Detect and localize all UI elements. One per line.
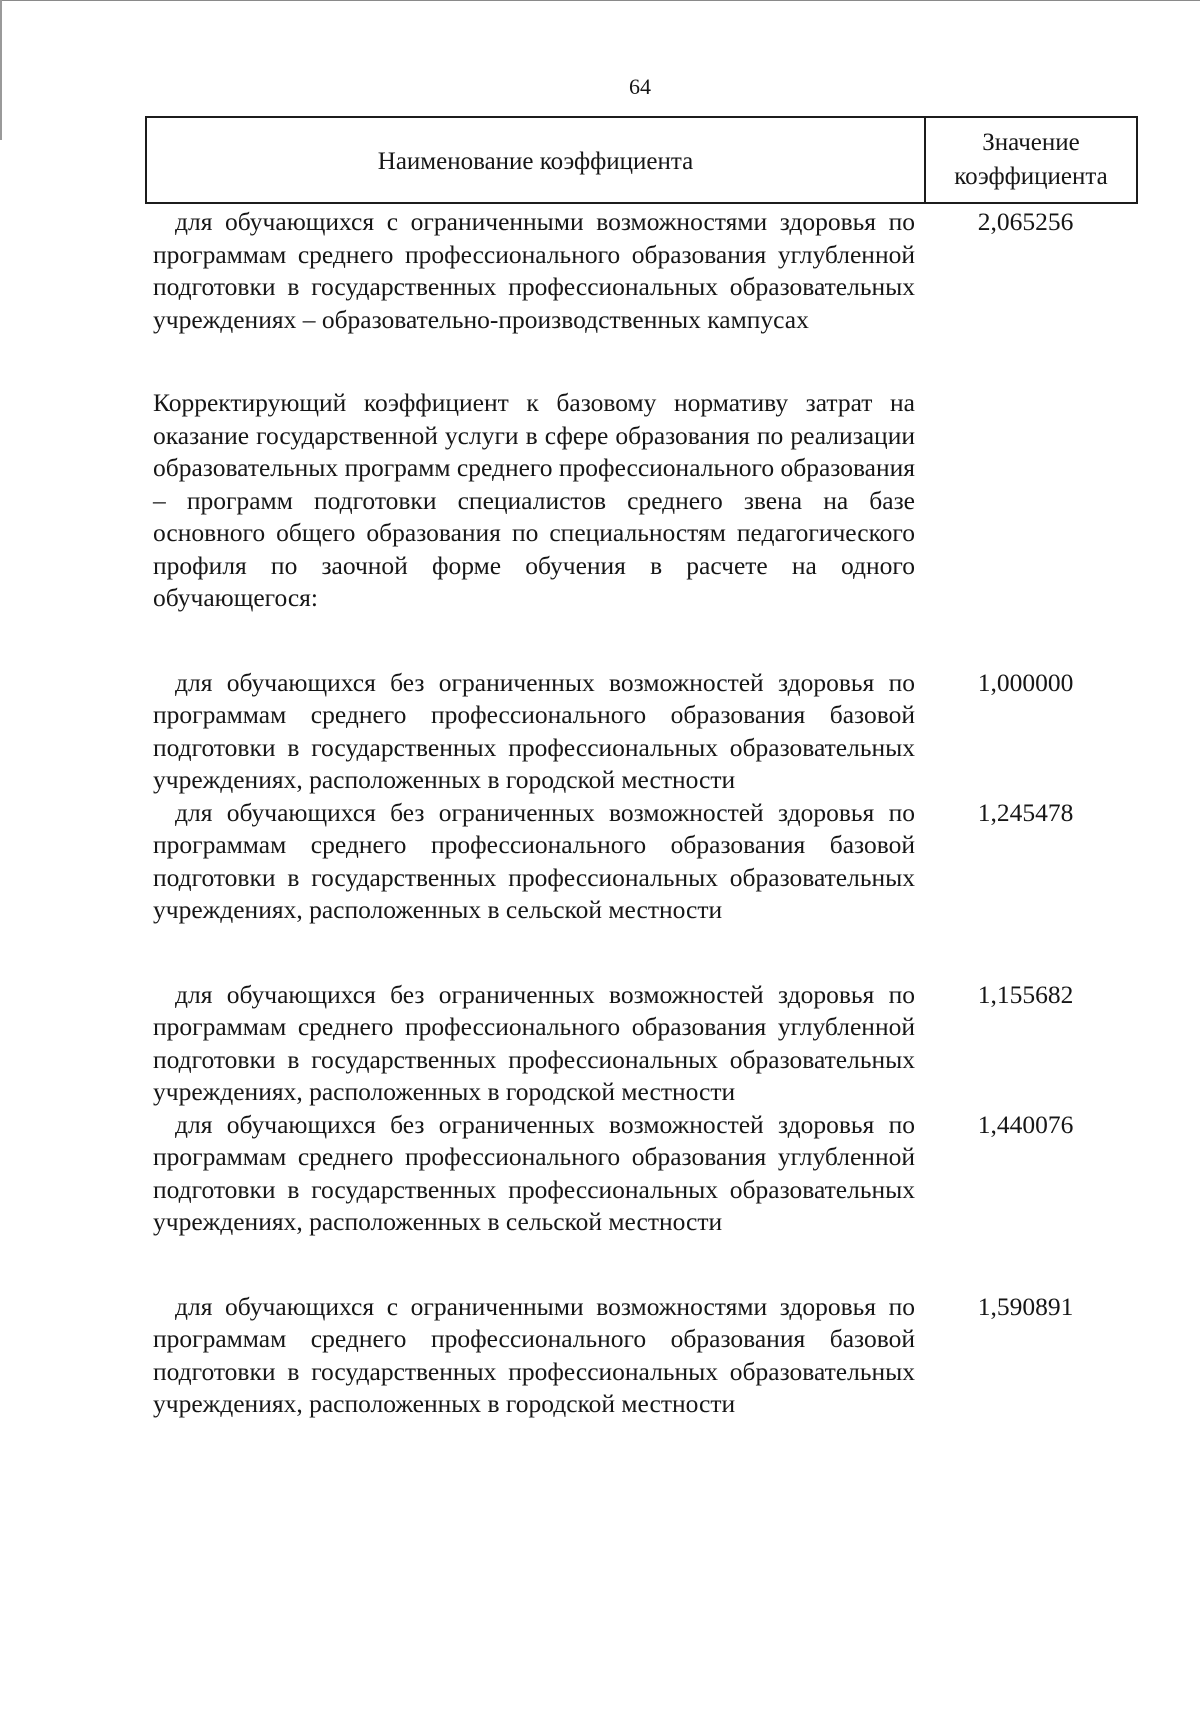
row-value: 1,000000 [977,667,1074,697]
page-number: 64 [629,74,651,99]
row-description: для обучающихся без ограниченных возможностей здоровья по программам среднего профессионального образования базовой подготовки в государственных профессиональных образовательных учреждениях, расположенных в городской местности [153,667,915,794]
header-value-line1: Значение [982,129,1080,156]
header-coefficient-name: Наименование коэффициента [147,118,926,202]
row-description: для обучающихся без ограниченных возможностей здоровья по программам среднего профессионального образования базовой подготовки в государственных профессиональных образовательных учреждениях, расположенных в сельской местности [153,797,915,924]
row-spacer [153,1239,1133,1291]
row-spacer [153,336,1133,387]
row-heading: Корректирующий коэффициент к базовому нормативу затрат на оказание государственной услуги в сфере образования по реализации образовательных программ среднего профессионального образования – программ подготовки специалистов среднего звена на базе основного общего образования по специальностям педагогического профиля по заочной форме обучения в расчете на одного обучающегося: [153,388,915,612]
row-value: 1,245478 [977,797,1074,827]
table-row-heading [153,387,1133,615]
scan-edge-top [0,0,1200,1]
row-value: 2,065256 [977,207,1074,236]
row-spacer [153,615,1133,667]
row-description: для обучающихся без ограниченных возможностей здоровья по программам среднего профессионального образования углубленной подготовки в государственных профессиональных образовательных учреждениях, расположенных в городской местности [153,979,915,1106]
table-row [153,797,1133,927]
row-spacer [153,927,1133,979]
table-row [153,1291,1133,1421]
scan-edge-left [0,0,2,140]
table-row [153,206,1133,336]
row-description: для обучающихся с ограниченными возможностями здоровья по программам среднего профессионального образования углубленной подготовки в государственных профессиональных образовательных учреждениях – образовательно-производственных кампусах [153,207,915,334]
row-description: для обучающихся с ограниченными возможностями здоровья по программам среднего профессионального образования базовой подготовки в государственных профессиональных образовательных учреждениях, расположенных в городской местности [153,1291,915,1418]
table-row [153,979,1133,1109]
header-coefficient-value [926,118,1136,202]
table-header [145,116,1138,204]
row-value: 1,155682 [977,979,1074,1009]
header-value-line2: коэффициента [954,163,1108,190]
table-body [153,206,1133,1421]
row-value: 1,440076 [977,1109,1074,1139]
table-row [153,1109,1133,1239]
table-row [153,667,1133,797]
row-value: 1,590891 [977,1291,1074,1321]
row-description: для обучающихся без ограниченных возможностей здоровья по программам среднего профессионального образования углубленной подготовки в государственных профессиональных образовательных учреждениях, расположенных в сельской местности [153,1109,915,1236]
